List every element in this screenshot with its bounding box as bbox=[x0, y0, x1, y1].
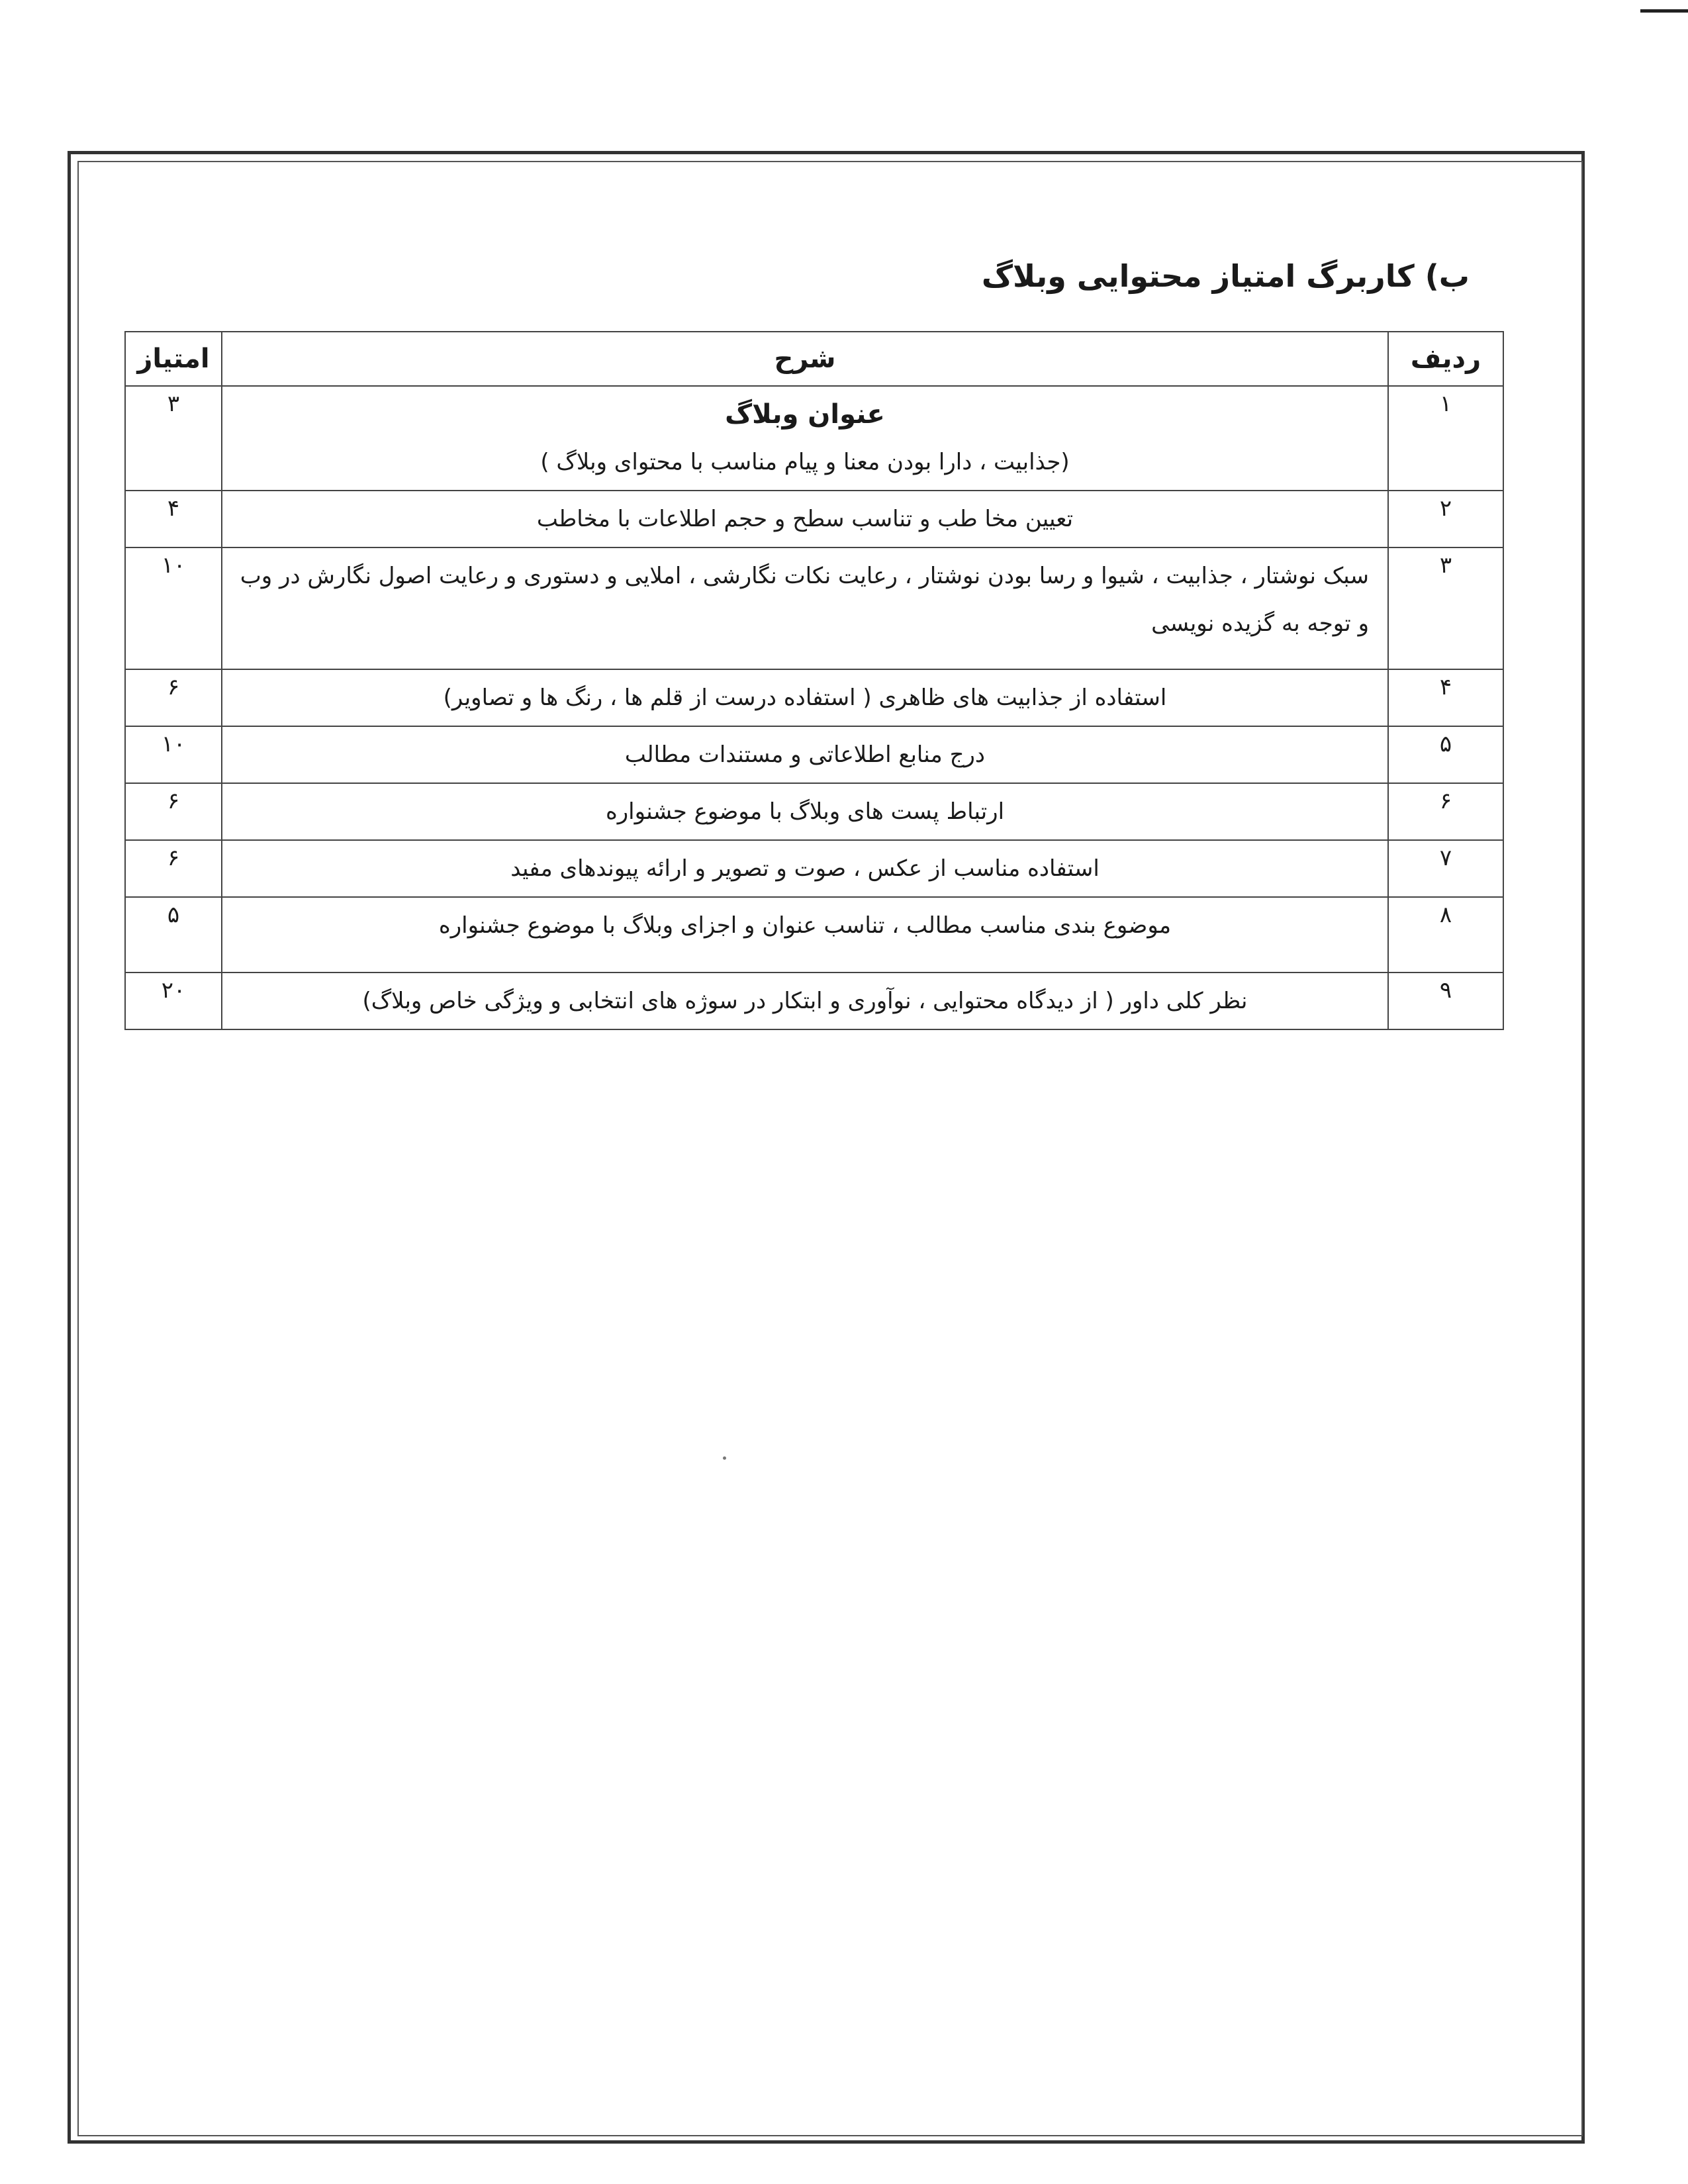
row-score: ۶ bbox=[125, 840, 222, 897]
row-score: ۳ bbox=[125, 386, 222, 491]
table-row bbox=[125, 669, 1503, 726]
row-score: ۲۰ bbox=[125, 973, 222, 1029]
row-description: استفاده از جذابیت های ظاهری ( استفاده درست از قلم ها ، رنگ ها و تصاویر) bbox=[222, 669, 1388, 726]
row-number: ۱ bbox=[1388, 386, 1503, 491]
page-heading: ب) کاربرگ امتیاز محتوایی وبلاگ bbox=[981, 258, 1470, 294]
row-score: ۵ bbox=[125, 897, 222, 973]
table-header-row bbox=[125, 332, 1503, 386]
row-number: ۵ bbox=[1388, 726, 1503, 783]
table-row bbox=[125, 491, 1503, 547]
table-row bbox=[125, 973, 1503, 1029]
row-description-text: (جذابیت ، دارا بودن معنا و پیام مناسب با محتوای وبلاگ ) bbox=[540, 449, 1070, 475]
table-row bbox=[125, 840, 1503, 897]
row-number: ۷ bbox=[1388, 840, 1503, 897]
row-description: تعیین مخا طب و تناسب سطح و حجم اطلاعات با مخاطب bbox=[222, 491, 1388, 547]
table-row bbox=[125, 783, 1503, 840]
table-row bbox=[125, 726, 1503, 783]
row-number: ۸ bbox=[1388, 897, 1503, 973]
row-description: نظر کلی داور ( از دیدگاه محتوایی ، نوآوری و ابتکار در سوژه های انتخابی و ویژگی خاص وبلاگ) bbox=[222, 973, 1388, 1029]
table-row bbox=[125, 386, 1503, 491]
row-description: موضوع بندی مناسب مطالب ، تناسب عنوان و اجزای وبلاگ با موضوع جشنواره bbox=[222, 897, 1388, 973]
score-table bbox=[124, 331, 1504, 1030]
row-description bbox=[222, 386, 1388, 491]
row-number: ۹ bbox=[1388, 973, 1503, 1029]
row-score: ۴ bbox=[125, 491, 222, 547]
header-score: امتیاز bbox=[125, 332, 222, 386]
row-description: ارتباط پست های وبلاگ با موضوع جشنواره bbox=[222, 783, 1388, 840]
row-description: سبک نوشتار ، جذابیت ، شیوا و رسا بودن نوشتار ، رعایت نکات نگارشی ، املایی و دستوری و رعایت اصول نگارش در وب و توجه به گزیده نویسی bbox=[222, 547, 1388, 669]
table-row bbox=[125, 897, 1503, 973]
scan-speck bbox=[723, 1456, 726, 1460]
row-score: ۶ bbox=[125, 669, 222, 726]
row-description: درج منابع اطلاعاتی و مستندات مطالب bbox=[222, 726, 1388, 783]
row-score: ۱۰ bbox=[125, 726, 222, 783]
corner-mark bbox=[1640, 9, 1688, 13]
row-description: استفاده مناسب از عکس ، صوت و تصویر و ارائه پیوندهای مفید bbox=[222, 840, 1388, 897]
row-number: ۶ bbox=[1388, 783, 1503, 840]
header-row-number: ردیف bbox=[1388, 332, 1503, 386]
row-number: ۲ bbox=[1388, 491, 1503, 547]
row-title: عنوان وبلاگ bbox=[725, 399, 885, 430]
row-number: ۴ bbox=[1388, 669, 1503, 726]
row-score: ۱۰ bbox=[125, 547, 222, 669]
row-number: ۳ bbox=[1388, 547, 1503, 669]
table-row bbox=[125, 547, 1503, 669]
row-score: ۶ bbox=[125, 783, 222, 840]
header-description: شرح bbox=[222, 332, 1388, 386]
